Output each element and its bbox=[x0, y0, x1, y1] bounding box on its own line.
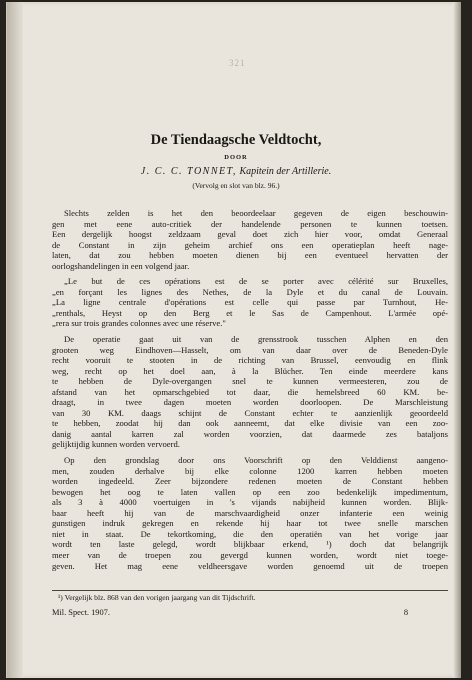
body-line: recht vooruit te stooten in de richting van Brussel, eenvoudig en flink bbox=[52, 355, 448, 366]
body-line: „renthals, Heyst op den Berg et le Sas de Campenhout. L'armée opé- bbox=[52, 307, 448, 318]
footnote: ¹) Vergelijk blz. 868 van den vorigen jaargang van dit Tijdschrift. bbox=[58, 593, 256, 602]
body-line: grooten weg Eindhoven—Hasselt, om van daar over de Beneden-Dyle bbox=[52, 344, 448, 355]
page-edge bbox=[453, 2, 461, 678]
body-line: gelijktijdig kunnen worden vervoerd. bbox=[52, 439, 180, 450]
body-line: „en forçant les lignes des Nethes, de la Dyle et du canal de Louvain. bbox=[52, 286, 448, 297]
page-number: 321 bbox=[229, 58, 246, 68]
body-line: meer van de troepen zou gevergd kunnen worden, wordt niet toege- bbox=[52, 549, 448, 560]
body-line: te hebben de Dyle-overgangen snel te kunnen vermeesteren, zou de bbox=[52, 376, 448, 387]
body-line: laten, dat zou hebben moeten dienen bij een eventueel hervatten der bbox=[52, 250, 448, 261]
body-line: bewogen het oog te laten vallen op een zoo bedenkelijk impedimentum, bbox=[52, 486, 448, 497]
footnote-rule bbox=[52, 590, 448, 591]
body-line: „rera sur trois grandes colonnes avec une réserve." bbox=[52, 318, 226, 329]
body-line: geven. Het mag eene veldheersgave worden genoemd uit de troepen bbox=[52, 560, 448, 571]
body-line: als 3 à 4000 voertuigen in 's vijands nabijheid kunnen worden. Blijk- bbox=[52, 497, 448, 508]
body-line: danig aantal karren zal worden voorzien, dat daarmede zes bataljons bbox=[52, 428, 448, 439]
body-line: „La ligne centrale d'opérations est celle qui passe par Turnhout, He- bbox=[52, 297, 448, 308]
body-line: men, zouden derhalve bij elke colonne 1200 karren hebben moeten bbox=[52, 465, 448, 476]
body-line: Op den grondslag door ons Voorschrift op den Velddienst aangeno- bbox=[64, 455, 448, 466]
continuation-note: (Vervolg en slot van blz. 96.) bbox=[192, 181, 280, 190]
body-line: draagt, in twee dagen moeten worden doorloopen. De Marschleistung bbox=[52, 397, 448, 408]
article-body bbox=[52, 208, 448, 571]
body-line: de Constant in zijn geheim archief ons een operatieplan heeft nage- bbox=[52, 239, 448, 250]
body-line: worden ingedeeld. Zeer bijzondere redenen moeten de Constant hebben bbox=[52, 476, 448, 487]
footer-journal: Mil. Spect. 1907. bbox=[52, 608, 110, 617]
body-line: weg, recht op het doel aan, à la Blücher. Ten einde meerdere kans bbox=[52, 365, 448, 376]
body-line: gen met eene auto-critiek der handelende personen te kunnen toetsen. bbox=[52, 218, 448, 229]
body-line: te hebben, zoodat hij dan ook aanneemt, dat elke divisie van een zoo- bbox=[52, 418, 448, 429]
body-line: Een dergelijk hoogst zeldzaam geval doet zich hier voor, omdat Generaal bbox=[52, 229, 448, 240]
body-line: De operatie gaat uit van de grensstrook tusschen Alphen en den bbox=[64, 334, 448, 345]
body-line: gunstigen indruk gekregen en rekende hij haar tot twee snelle marschen bbox=[52, 518, 448, 529]
author-line bbox=[0, 166, 472, 177]
byline-door: DOOR bbox=[224, 154, 248, 161]
body-line: wordt ten laste gelegd, wordt blijkbaar erkend, ¹) doch dat belangrijk bbox=[52, 539, 448, 550]
body-line: baar heeft hij van de marschvaardigheid onzer infanterie een weinig bbox=[52, 507, 448, 518]
body-line: „Le but de ces opérations est de se porter avec célérité sur Bruxelles, bbox=[64, 276, 448, 287]
page-footer bbox=[52, 608, 448, 617]
author-name: J. C. C. TONNET, bbox=[140, 166, 237, 177]
body-line: Slechts zelden is het den beoordeelaar gegeven de eigen beschouwin- bbox=[64, 208, 448, 218]
body-line: niet in staat. De tekortkoming, die den operatiën van het vorige jaar bbox=[52, 528, 448, 539]
body-line: van 30 KM. daags schijnt de Constant echter te aanzienlijk geoordeeld bbox=[52, 407, 448, 418]
body-line: oorlogshandelingen in een volgend jaar. bbox=[52, 260, 190, 271]
author-role: Kapitein der Artillerie. bbox=[239, 166, 332, 177]
article-title: De Tiendaagsche Veldtocht, bbox=[150, 132, 322, 148]
page-spine-shadow bbox=[7, 2, 23, 678]
body-line: afstand van het opmarschgebied tot daar, die hemelsbreed 60 KM. be- bbox=[52, 386, 448, 397]
footer-signature: 8 bbox=[403, 608, 408, 617]
